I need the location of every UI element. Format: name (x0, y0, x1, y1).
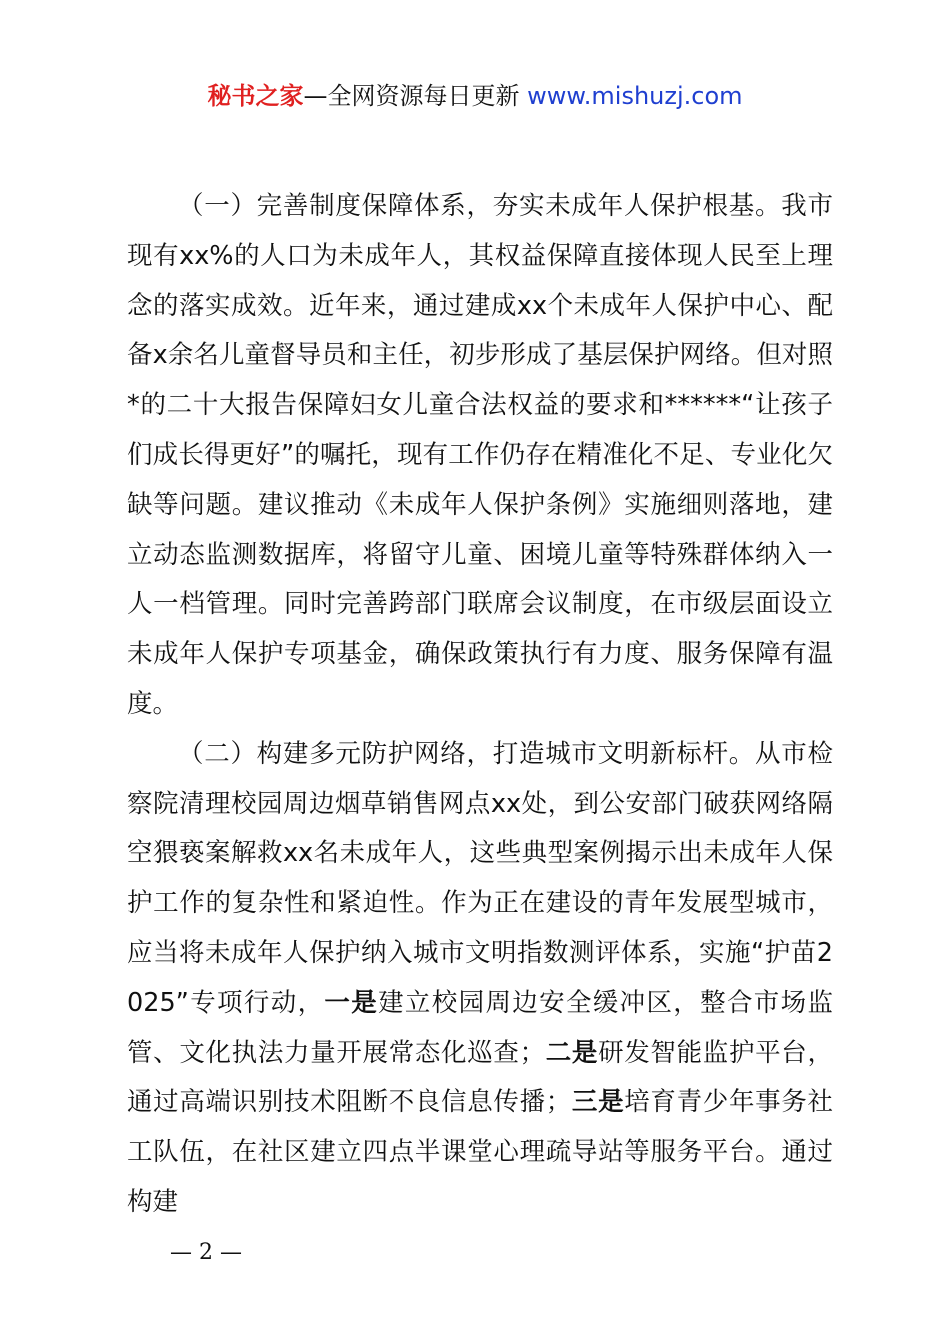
point-three-label: 三是 (571, 1087, 625, 1118)
point-two-text: 研发智能监护平台，通过高端识别技术阻断不良信息传播； (127, 1037, 833, 1118)
point-two-label: 二是 (545, 1037, 599, 1068)
document-body (127, 182, 833, 1228)
paragraph-1: （一）完善制度保障体系，夯实未成年人保护根基。我市现有xx%的人口为未成年人，其权益保障直接体现人民至上理念的落实成效。近年来，通过建成xx个未成年人保护中心、配备x余名儿童督导员和主任，初步形成了基层保护网络。但对照*的二十大报告保障妇女儿童合法权益的要求和******“让孩子们成长得更好”的嘱托，现有工作仍存在精准化不足、专业化欠缺等问题。建议推动《未成年人保护条例》实施细则落地，建立动态监测数据库，将留守儿童、困境儿童等特殊群体纳入一人一档管理。同时完善跨部门联席会议制度，在市级层面设立未成年人保护专项基金，确保政策执行有力度、服务保障有温度。 (127, 191, 833, 719)
brand-name: 秘书之家 (207, 82, 304, 110)
paragraph-2 (127, 730, 833, 1228)
point-one-label: 一是 (324, 987, 379, 1018)
page-number: — 2 — (170, 1240, 242, 1265)
header-tagline: —全网资源每日更新 (303, 82, 528, 110)
point-one-text: 建立校园周边安全缓冲区，整合市场监管、文化执法力量开展常态化巡查； (127, 987, 833, 1068)
point-three-text: 培育青少年事务社工队伍，在社区建立四点半课堂心理疏导站等服务平台。通过构建 (127, 1087, 833, 1217)
paragraph-2-text: （二）构建多元防护网络，打造城市文明新标杆。从市检察院清理校园周边烟草销售网点xx处，到公安部门破获网络隔空猥亵案解救xx名未成年人，这些典型案例揭示出未成年人保护工作的复杂性和紧迫性。作为正在建设的青年发展型城市，应当将未成年人保护纳入城市文明指数测评体系，实施“护苗2025”专项行动， (127, 738, 833, 1018)
website-url[interactable]: www.mishuzj.com (527, 82, 743, 110)
page-header (0, 78, 950, 114)
